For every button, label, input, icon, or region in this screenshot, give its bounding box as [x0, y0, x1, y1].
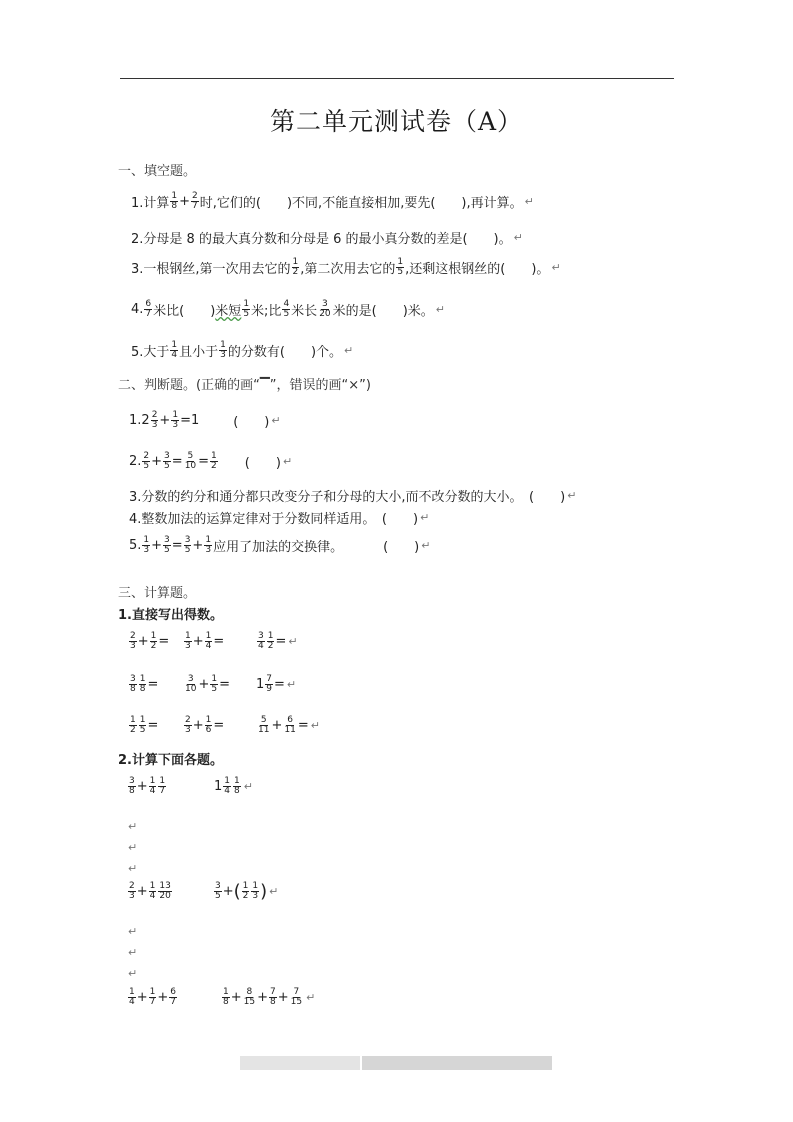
page-title: 第二单元测试卷（A） — [269, 107, 524, 136]
answer-blank: ( ) — [244, 456, 281, 471]
calc-item: 2 3 + $\frac{1}{6}$ = — [185, 715, 225, 735]
calc-item: 2 3 + $\frac{1}{2}$ = — [130, 631, 170, 651]
subsection-1-title: 1.直接写出得数。 — [118, 608, 223, 623]
judge-q3: 3.分数的约分和通分都只改变分子和分母的大小,而不改分数的大小。 ( ) ↵ — [129, 486, 576, 505]
section-2-heading: 二、判断题。(正确的画“▔”，错误的画“×”) — [118, 378, 371, 393]
return-mark-icon — [344, 344, 353, 357]
fraction: $\frac{1}{3}$ — [205, 535, 212, 555]
return-mark-icon — [269, 885, 278, 898]
calc-item: 3 4 $\frac{1}{2}$ = ↵ — [256, 632, 298, 651]
return-mark-icon — [567, 489, 576, 502]
return-mark-icon — [514, 231, 523, 244]
fill-q1: 1.计算 1 8 + $\frac{2}{7}$ 时,它们的( )不同,不能直接相加,要先( ),再计算。 ↵ — [131, 192, 534, 211]
fraction: $\frac{3}{5}$ — [184, 535, 191, 555]
computation-item: 1 4 + $\frac{1}{7}$ + $\frac{6}{7}$ — [129, 987, 177, 1007]
footer-blur — [240, 1056, 360, 1070]
calc-item: 3 10 + $\frac{1}{5}$ = — [185, 674, 230, 694]
judge-q5: 5. 1 3 + $\frac{3}{5}$ = $\frac{3}{5}$ + $\frac{1}{3}$ 应用了加法的交换律。 ( ) ↵ — [129, 536, 430, 555]
fraction: $\frac{1}{3}$ — [172, 410, 179, 430]
return-mark-icon — [311, 719, 320, 732]
section-1-heading: 一、填空题。 — [118, 164, 197, 179]
calc-item: 1 $\frac{7}{9}$ = ↵ — [256, 675, 296, 694]
computation-item: 1 8 + $\frac{8}{15}$ + $\frac{7}{8}$ + $\frac{7}{15}$ ↵ — [221, 988, 315, 1007]
fraction: 1 2 — [292, 257, 299, 277]
fill-q3: 3.一根钢丝,第一次用去它的 1 2 ,第二次用去它的 1 5 ,还剩这根钢丝的( )。 ↵ — [131, 258, 561, 277]
computation-item: 3 5 + ( 1 2 1 3 ) ↵ — [213, 882, 278, 901]
judge-q1: 1.2 2 3 + $\frac{1}{3}$ =1 ( ) ↵ — [129, 411, 281, 430]
subsection-2-title: 2.计算下面各题。 — [118, 753, 223, 768]
return-mark-icon — [306, 991, 315, 1004]
fill-q4: 4. 6 7 米比( ) 米短 1 5 米;比 4 5 米长 3 20 米的是( )米。 ↵ — [131, 300, 445, 319]
judge-q2: 2. 2 5 + $\frac{3}{5}$ = $\frac{5}{10}$ = $\frac{1}{2}$ ( ) ↵ — [129, 452, 292, 471]
fraction: 1 5 — [397, 257, 404, 277]
fraction: 1 3 — [143, 535, 150, 555]
fill-q5: 5.大于 1 4 且小于 1 3 的分数有( )个。 ↵ — [131, 341, 353, 360]
fill-q2: 2.分母是 8 的最大真分数和分母是 6 的最小真分数的差是( )。 ↵ — [131, 228, 523, 247]
return-mark-icon — [421, 539, 430, 552]
fraction: 2 3 — [151, 410, 158, 430]
fraction: 1 8 — [171, 191, 178, 211]
return-mark-icon — [436, 303, 445, 316]
return-mark-icon — [525, 195, 534, 208]
fraction: $\frac{1}{2}$ — [211, 451, 217, 471]
return-mark-icon — [128, 841, 137, 854]
section-3-heading: 三、计算题。 — [118, 586, 197, 601]
fraction: 2 5 — [143, 451, 150, 471]
return-mark-icon — [287, 678, 296, 691]
return-mark-icon — [288, 635, 297, 648]
fraction: $\frac{2}{7}$ — [192, 191, 198, 211]
fraction: 3 20 — [319, 299, 331, 319]
return-mark-icon — [128, 925, 137, 938]
return-mark-icon — [244, 780, 253, 793]
computation-item: 2 3 + $\frac{1}{4}$ 13 20 — [129, 881, 171, 901]
return-mark-icon — [128, 862, 137, 875]
computation-item: 1 1 4 1 8 ↵ — [214, 777, 253, 796]
fraction: $\frac{3}{5}$ — [164, 535, 170, 555]
return-mark-icon — [128, 946, 137, 959]
return-mark-icon — [128, 967, 137, 980]
return-mark-icon — [551, 261, 560, 274]
fraction: 1 4 — [171, 340, 178, 360]
top-rule — [120, 78, 674, 79]
calc-item: 3 8 $\frac{1}{8}$ = — [130, 674, 159, 694]
answer-blank: ( ) — [233, 415, 270, 430]
calc-item: 5 11 + $\frac{6}{11}$ = ↵ — [256, 716, 320, 735]
return-mark-icon — [128, 820, 137, 833]
calc-item: 1 3 + $\frac{1}{4}$ = — [185, 631, 225, 651]
fraction: $\frac{3}{5}$ — [164, 451, 170, 471]
footer-blur — [362, 1056, 552, 1070]
return-mark-icon — [420, 511, 429, 524]
return-mark-icon — [271, 414, 280, 427]
fraction: $\frac{5}{10}$ — [184, 451, 197, 471]
fraction: 1 5 — [243, 299, 250, 319]
computation-item: 3 8 + $\frac{1}{4}$ 1 7 — [129, 776, 166, 796]
fraction: 6 7 — [145, 299, 152, 319]
return-mark-icon — [283, 455, 292, 468]
fraction: 4 5 — [283, 299, 290, 319]
calc-item: 1 2 $\frac{1}{5}$ = — [130, 715, 159, 735]
answer-blank: ( ) — [383, 540, 420, 555]
judge-q4: 4.整数加法的运算定律对于分数同样适用。 ( ) ↵ — [129, 508, 429, 527]
fraction: 1 3 — [220, 340, 226, 360]
